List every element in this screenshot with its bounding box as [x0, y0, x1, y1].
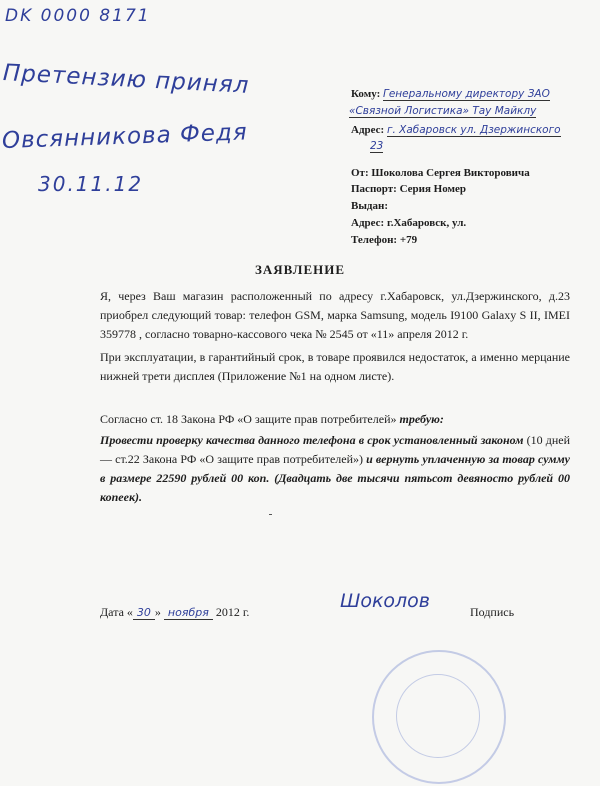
adres-value: г. Хабаровск ул. Дзержинского	[386, 124, 561, 136]
signature-label: Подпись	[470, 605, 515, 619]
komu-value-2: «Связной Логистика» Тау Майклу	[349, 105, 537, 117]
paragraph-defect: При эксплуатации, в гарантийный срок, в товаре проявился недостаток, а именно мерцание нижней трети дисплея (Приложение №1 на одном листе).	[100, 350, 570, 383]
sender-address: Адрес: г.Хабаровск, ул.	[351, 217, 467, 229]
addressee-komu-line2	[349, 104, 589, 118]
demand-text-a: Провести проверку качества данного телефона в срок установленный законом	[100, 433, 527, 447]
handwritten-acceptance-note: Претензию принял	[2, 60, 250, 99]
paragraph-demand	[100, 431, 570, 507]
sender-issued: Выдан:	[351, 200, 388, 212]
addressee-address-line2	[370, 139, 600, 153]
demand-text-b: (10 дней — ст.22 Закона РФ «О защите прав потребителей»)	[100, 433, 570, 466]
handwritten-signature: Шоколов	[340, 590, 431, 612]
demand-text-c: и вернуть уплаченную за товар сумму в размере 22590 рублей 00 коп. (Двадцать две тысячи пятьсот девяносто рублей 00 копеек).	[100, 452, 570, 504]
date-month: ноября	[164, 606, 213, 620]
date-day: 30	[133, 606, 155, 620]
addressee-komu	[351, 87, 591, 101]
sender-name: От: Шоколова Сергея Викторовича	[351, 167, 530, 179]
sender-phone: Телефон: +79	[351, 234, 418, 246]
komu-label: Кому:	[351, 88, 381, 100]
paragraph-purchase: Я, через Ваш магазин расположенный по адресу г.Хабаровск, ул.Дзержинского, д.23 приобрел следующий товар: телефон GSM, марка Samsung, модель I9100 Galaxy S II, IMEI 359778 , согласно товарно-кассового чека № 2545 от «11» апреля 2012 г.	[100, 289, 570, 341]
stray-mark	[269, 514, 272, 515]
sender-passport: Паспорт: Серия Номер	[351, 183, 467, 195]
round-stamp	[372, 650, 506, 784]
date-prefix: Дата «	[100, 605, 133, 619]
date-year: 2012 г.	[215, 605, 250, 619]
adres-value-2: 23	[370, 140, 384, 152]
komu-value: Генеральному директору ЗАО	[382, 88, 550, 100]
addressee-address	[351, 123, 591, 137]
handwritten-registration-number: DK 0000 8171	[5, 6, 151, 26]
legal-basis-text: Согласно ст. 18 Закона РФ «О защите прав потребителей»	[100, 412, 400, 426]
document-title: ЗАЯВЛЕНИЕ	[254, 262, 346, 277]
handwritten-acceptance-date: 30.11.12	[38, 172, 144, 196]
adres-label: Адрес:	[351, 124, 385, 136]
stamp-inner-ring	[396, 674, 480, 758]
date-mid: »	[154, 605, 161, 619]
paragraph-legal-basis	[100, 410, 570, 429]
demand-word: требую:	[399, 412, 444, 426]
date-line	[100, 605, 249, 620]
handwritten-receiver-name: Овсянникова Федя	[1, 119, 249, 154]
